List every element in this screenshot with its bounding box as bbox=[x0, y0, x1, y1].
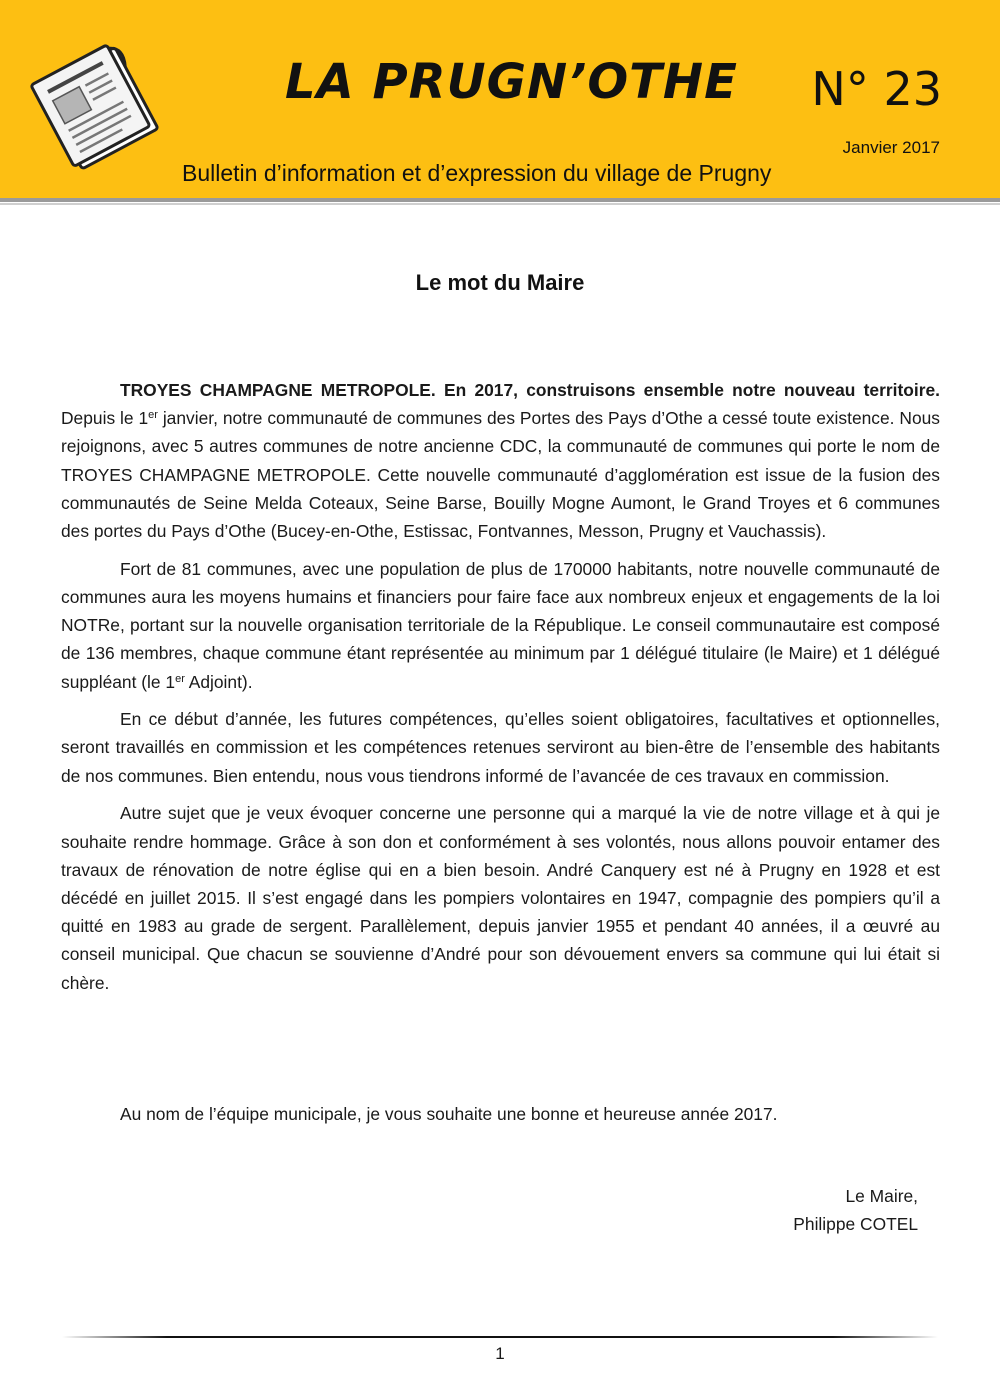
newsletter-subtitle: Bulletin d’information et d’expression du village de Prugny bbox=[182, 160, 772, 186]
newspaper-icon bbox=[28, 40, 168, 170]
header-banner bbox=[0, 0, 1000, 198]
signature-role: Le Maire, bbox=[845, 1186, 918, 1206]
article-body bbox=[61, 376, 940, 1006]
article-paragraph: En ce début d’année, les futures compétences, qu’elles soient obligatoires, facultatives et optionnelles, seront travaillés en commission et les compétences retenues serviront au bien-être de l’ensemble des habitants de nos communes. Bien entendu, nous vous tiendrons informé de l’avancée de ces travaux en commission. bbox=[61, 709, 940, 786]
issue-date: Janvier 2017 bbox=[842, 138, 940, 157]
signature bbox=[793, 1182, 918, 1238]
article-title: Le mot du Maire bbox=[415, 270, 585, 295]
header-divider bbox=[0, 198, 1000, 202]
superscript: er bbox=[148, 409, 158, 422]
paragraph-text: Depuis le 1 bbox=[61, 408, 149, 429]
issue-number: N° 23 bbox=[811, 62, 942, 116]
paragraph-text: Adjoint). bbox=[184, 671, 253, 692]
footer-divider bbox=[62, 1336, 938, 1338]
paragraph-lead: TROYES CHAMPAGNE METROPOLE. En 2017, construisons ensemble notre nouveau territoire. bbox=[120, 380, 940, 400]
article-paragraph: Autre sujet que je veux évoquer concerne une personne qui a marqué la vie de notre village et à qui je souhaite rendre hommage. Grâce à son don et conformément à ses volontés, nous allons pouvoir entamer des travaux de rénovation de notre église qui en a bien besoin. André Canquery est né à Prugny en 1928 et est décédé en juillet 2015. Il s’est engagé dans les pompiers volontaires en 1947, compagnie des pompiers qu’il a quitté en 1983 au grade de sergent. Parallèlement, depuis janvier 1955 et pendant 40 années, il a œuvré au conseil municipal. Que chacun se souvienne d’André pour son dévouement envers sa commune qui lui était si chère. bbox=[61, 803, 940, 993]
signature-name: Philippe COTEL bbox=[793, 1214, 918, 1235]
superscript: er bbox=[175, 672, 185, 685]
header-divider-shadow bbox=[0, 203, 1000, 205]
paragraph-text: Fort de 81 communes, avec une population de plus de 170000 habitants, notre nouvelle communauté de communes aura les moyens humains et financiers pour faire face aux nombreux enjeux et engagements de la loi NOTRe, portant sur la nouvelle organisation territoriale de la République. Le conseil communautaire est composé de 136 membres, chaque commune étant représentée au minimum par 1 délégué titulaire (le Maire) et 1 délégué suppléant (le 1 bbox=[61, 558, 940, 692]
newsletter-title: LA PRUGN’OTHE bbox=[285, 54, 738, 110]
paragraph-text: janvier, notre communauté de communes des Portes des Pays d’Othe a cessé toute existence. Nous rejoignons, avec 5 autres communes de notre ancienne CDC, la communauté de communes qui porte le nom de TROYES CHAMPAGNE METROPOLE. Cette nouvelle communauté d’agglomération est issue de la fusion des communautés de Seine Melda Coteaux, Seine Barse, Bouilly Mogne Aumont, le Grand Troyes et 6 communes des portes du Pays d’Othe (Bucey-en-Othe, Estissac, Fontvannes, Messon, Prugny et Vauchassis). bbox=[61, 408, 940, 542]
closing-greeting: Au nom de l’équipe municipale, je vous souhaite une bonne et heureuse année 2017. bbox=[120, 1104, 778, 1124]
article-paragraph bbox=[61, 555, 940, 696]
article-paragraph bbox=[61, 376, 940, 545]
page-number: 1 bbox=[495, 1344, 505, 1363]
